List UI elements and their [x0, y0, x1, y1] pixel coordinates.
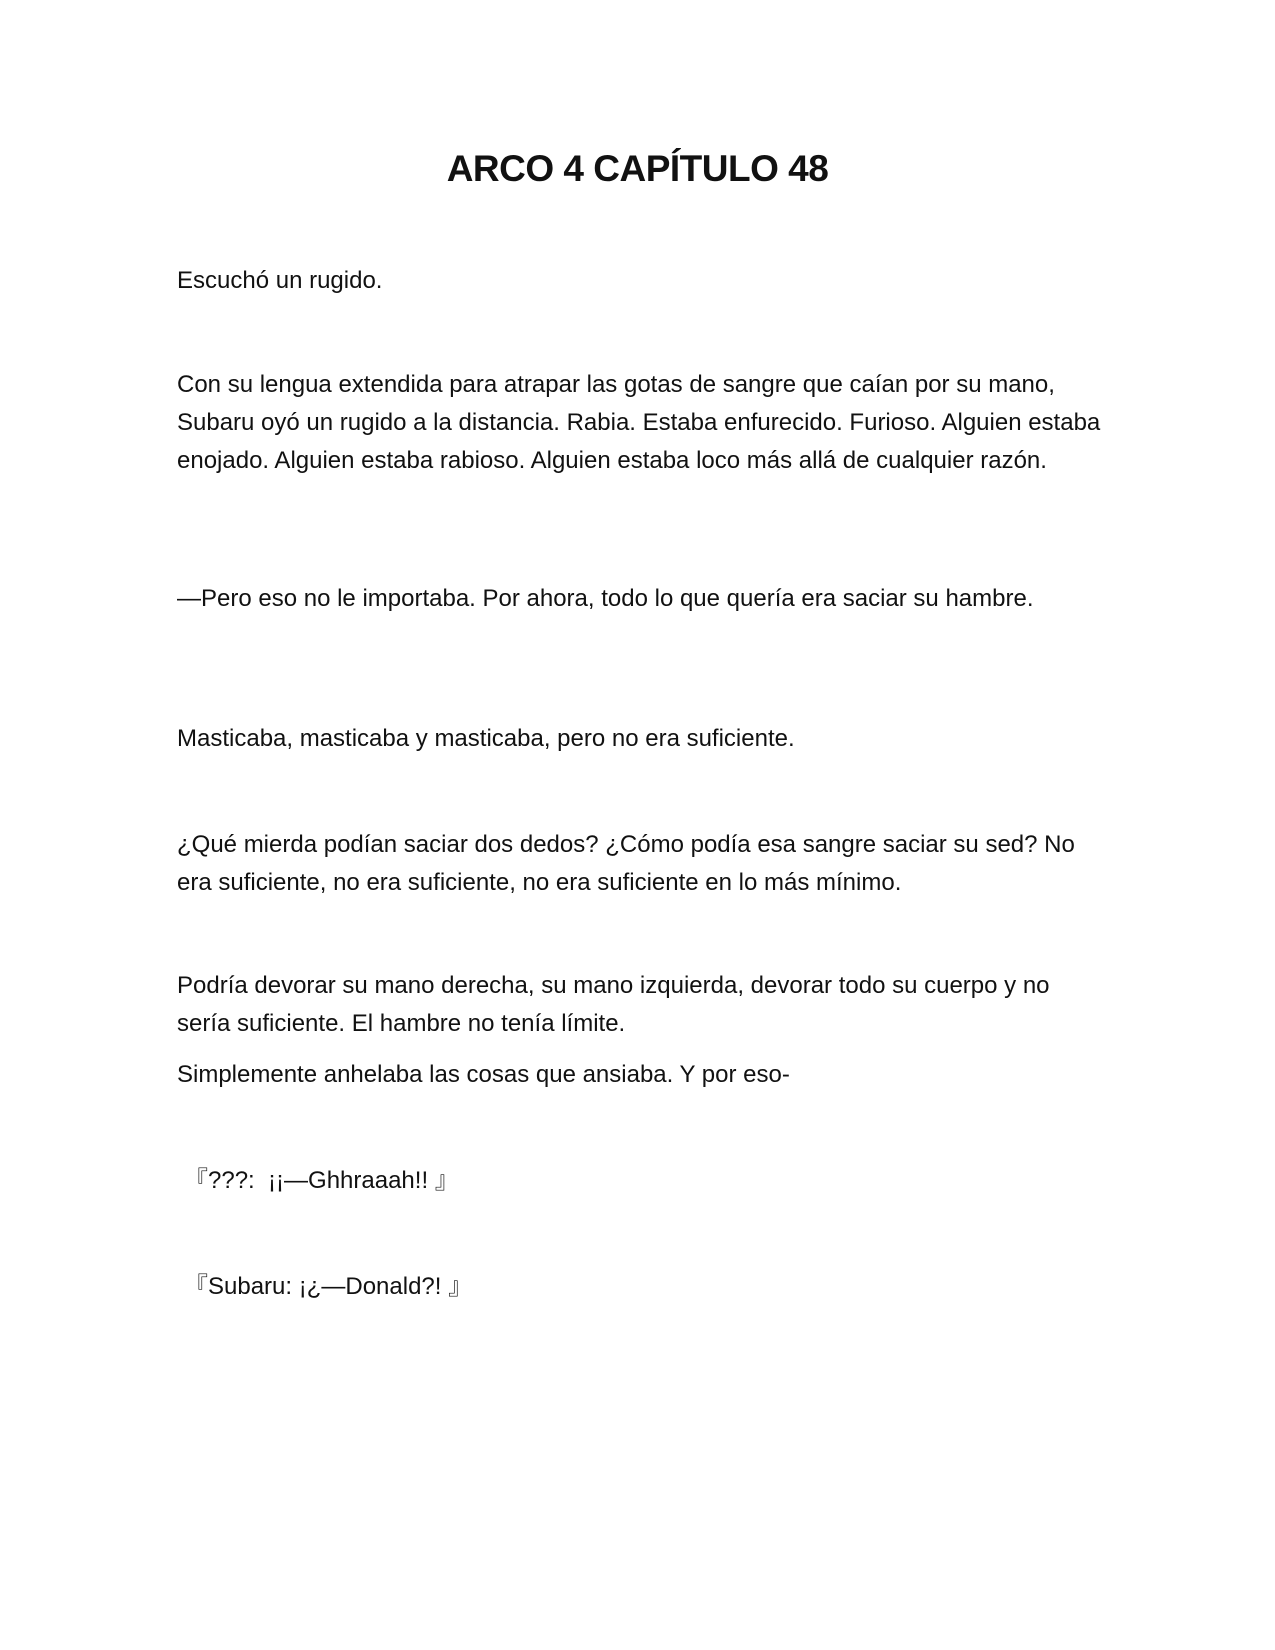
chapter-title: ARCO 4 CAPÍTULO 48 [446, 148, 829, 189]
paragraph-2: Con su lengua extendida para atrapar las gotas de sangre que caían por su mano, Subaru oyó un rugido a la distancia. Rabia. Estaba enfurecido. Furioso. Alguien estaba enojado. Alguien estaba rabioso. Alguien estaba loco más allá de cualquier razón. [177, 371, 1101, 474]
paragraph-1: Escuchó un rugido. [177, 267, 383, 294]
paragraph-6: Podría devorar su mano derecha, su mano izquierda, devorar todo su cuerpo y no sería suficiente. El hambre no tenía límite. [177, 972, 1050, 1037]
paragraph-3: —Pero eso no le importaba. Por ahora, todo lo que quería era saciar su hambre. [177, 585, 1034, 612]
paragraph-5: ¿Qué mierda podían saciar dos dedos? ¿Cómo podía esa sangre saciar su sed? No era suficiente, no era suficiente, no era suficiente en lo más mínimo. [177, 831, 1075, 896]
dialogue-line-1: 『???: ¡¡—Ghhraaah!! 』 [184, 1167, 459, 1194]
dialogue-line-2: 『Subaru: ¡¿—Donald?! 』 [184, 1273, 473, 1300]
paragraph-7: Simplemente anhelaba las cosas que ansiaba. Y por eso- [177, 1061, 790, 1088]
paragraph-4: Masticaba, masticaba y masticaba, pero no era suficiente. [177, 725, 795, 752]
